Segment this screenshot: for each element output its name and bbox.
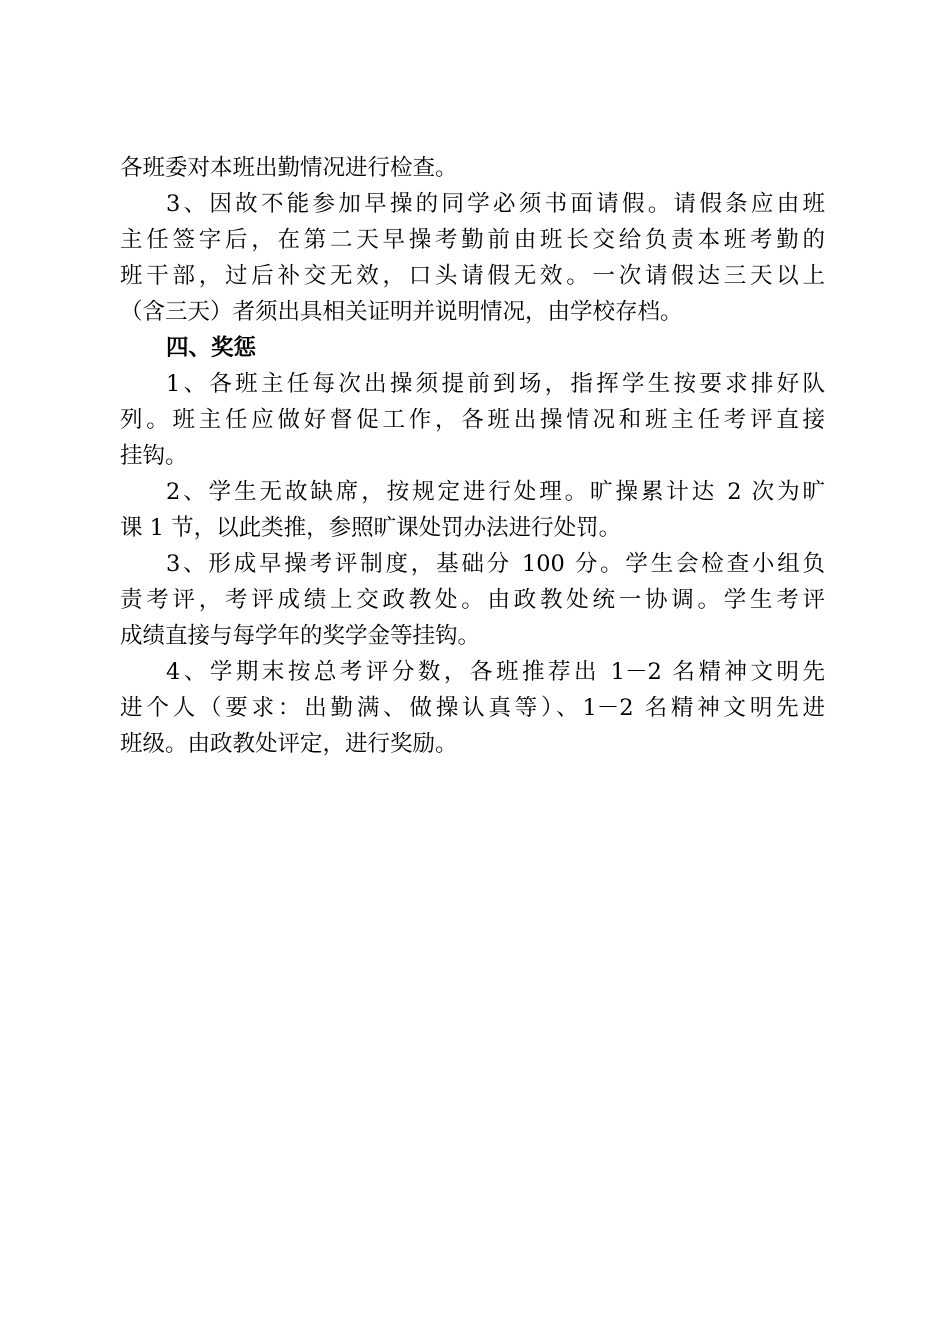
text-line: （含三天）者须出具相关证明并说明情况，由学校存档。 [120,299,683,325]
paragraph-reward-2 [120,474,825,546]
text-line: 课 1 节，以此类推，参照旷课处罚办法进行处罚。 [120,515,622,541]
paragraph-continuation [120,150,825,186]
section-heading: 四、奖惩 [166,335,257,361]
text-line: 责考评，考评成绩上交政教处。由政教处统一协调。学生考评 [120,587,825,613]
text-line: 列。班主任应做好督促工作，各班出操情况和班主任考评直接 [120,407,825,433]
text-line: 班干部，过后补交无效，口头请假无效。一次请假达三天以上 [120,263,825,289]
text-line: 2、学生无故缺席，按规定进行处理。旷操累计达 2 次为旷 [166,479,825,505]
text-line: 主任签字后，在第二天早操考勤前由班长交给负责本班考勤的 [120,227,825,253]
paragraph-item-3-leave [120,186,825,330]
text-line: 挂钩。 [120,443,188,469]
paragraph-reward-1 [120,366,825,474]
text-line: 3、形成早操考评制度，基础分 100 分。学生会检查小组负 [166,551,825,577]
text-line: 3、因故不能参加早操的同学必须书面请假。请假条应由班 [166,191,825,217]
section-heading-rewards [120,330,825,366]
text-line: 各班委对本班出勤情况进行检查。 [120,155,458,181]
paragraph-reward-4 [120,654,825,762]
text-line: 4、学期末按总考评分数，各班推荐出 1－2 名精神文明先 [166,659,825,685]
text-line: 班级。由政教处评定，进行奖励。 [120,731,458,757]
text-line: 进个人（要求：出勤满、做操认真等）、1－2 名精神文明先进 [120,695,825,721]
text-line: 成绩直接与每学年的奖学金等挂钩。 [120,623,481,649]
paragraph-reward-3 [120,546,825,654]
document-page [120,150,825,762]
text-line: 1、各班主任每次出操须提前到场，指挥学生按要求排好队 [166,371,825,397]
